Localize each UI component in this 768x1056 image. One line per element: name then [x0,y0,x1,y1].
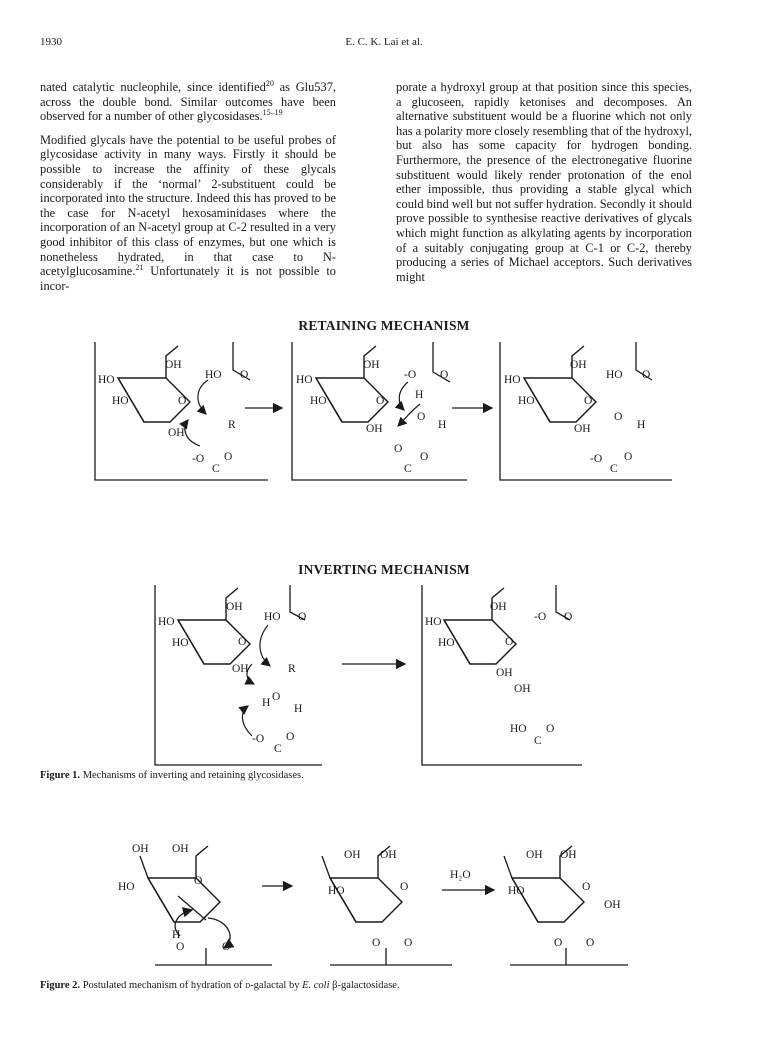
svg-text:OH: OH [366,423,383,435]
svg-text:O: O [176,941,185,953]
svg-text:HO: HO [310,395,327,407]
svg-text:OH: OH [172,843,189,855]
svg-text:OH: OH [560,849,577,861]
svg-text:OH: OH [132,843,149,855]
svg-text:O: O [554,937,563,949]
svg-text:R: R [288,663,296,675]
svg-text:OH: OH [226,601,243,613]
svg-text:OH: OH [344,849,361,861]
svg-text:C: C [212,463,220,475]
svg-text:OH: OH [514,683,531,695]
svg-text:HO: HO [438,637,455,649]
svg-text:H: H [172,929,181,941]
svg-text:OH: OH [490,601,507,613]
svg-text:-O: -O [192,453,205,465]
svg-text:HO: HO [425,616,442,628]
svg-text:O: O [417,411,426,423]
svg-text:-O: -O [590,453,603,465]
svg-text:O: O [564,611,573,623]
svg-text:O: O [505,636,514,648]
svg-text:OH: OH [496,667,513,679]
svg-text:HO: HO [112,395,129,407]
svg-text:OH: OH [604,899,621,911]
svg-text:OH: OH [232,663,249,675]
svg-text:HO: HO [98,374,115,386]
svg-text:C: C [274,743,282,755]
svg-text:C: C [610,463,618,475]
svg-text:O: O [372,937,381,949]
svg-text:O: O [642,369,651,381]
svg-text:HO: HO [296,374,313,386]
svg-text:O: O [240,369,249,381]
svg-text:HO: HO [328,885,345,897]
figure-2-caption: Figure 2. Postulated mechanism of hydration of d-galactal by E. coli β-galactosidase. [40,980,400,991]
svg-text:HO: HO [606,369,623,381]
svg-text:O: O [404,937,413,949]
svg-text:OH: OH [380,849,397,861]
svg-text:O: O [286,731,295,743]
svg-text:OH: OH [165,359,182,371]
svg-text:H: H [294,703,303,715]
svg-text:O: O [222,941,231,953]
svg-text:H: H [415,389,424,401]
svg-text:O: O [394,443,403,455]
paragraph: Modified glycals have the potential to be useful probes of glycosidase activity in many ways. Firstly it should be possible to increase the affinity of these glycals considerably if the ‘normal’ 2-substituent could be incorporated into the structure. Indeed this has proved to be the case for N-acetyl hexosaminidases where the incorporation of an N-acetyl group at C-2 resulted in a very good inhibitor of this class of enzymes, but one which is nonetheless hydrated, in that case to N-acetylglucosamine.$^{21}$ Unfortunately it is not possible to incor- [40,132,336,293]
svg-text:O: O [440,369,449,381]
running-title: E. C. K. Lai et al. [345,36,423,48]
figure-1-caption: Figure 1. Mechanisms of inverting and retaining glycosidases. [40,770,304,781]
svg-text:O: O [178,395,187,407]
svg-text:OH: OH [168,427,185,439]
svg-text:O: O [584,395,593,407]
svg-text:O: O [400,881,409,893]
svg-text:-O: -O [404,369,417,381]
svg-text:O: O [272,691,281,703]
svg-text:OH: OH [363,359,380,371]
svg-text:O: O [614,411,623,423]
svg-text:-O: -O [252,733,265,745]
svg-text:R: R [228,419,236,431]
svg-text:HO: HO [518,395,535,407]
svg-text:OH: OH [526,849,543,861]
svg-text:O: O [546,723,555,735]
svg-text:HO: HO [205,369,222,381]
svg-text:O: O [224,451,233,463]
svg-text:HO: HO [158,616,175,628]
svg-text:C: C [534,735,542,747]
svg-text:-O: -O [534,611,547,623]
svg-text:O: O [420,451,429,463]
svg-text:OH: OH [574,423,591,435]
page-number: 1930 [40,36,62,48]
svg-text:O: O [624,451,633,463]
svg-text:O: O [376,395,385,407]
svg-text:HO: HO [118,881,135,893]
inverting-mechanism-title: INVERTING MECHANISM [298,562,470,577]
svg-text:C: C [404,463,412,475]
paragraph: porate a hydroxyl group at that position since this species, a glucoseen, rapidly ketonises and decomposes. An alternative substituent would be a fluorine which not only has a polarity more closely resembling that of the hydroxyl, but also has some capacity for hydrogen bonding. Furthermore, the presence of the electronegative fluorine substituent would likely render protonation of the enol ether impossible, thus providing a stable glycal which could bind well but not suffer hydration. Secondly it should prove possible to synthesise reactive derivatives of glycals which might function as alkylating agents by incorporation of a suitably conjugating group at C-1 or C-2, thereby producing a series of Michael acceptors. Such derivatives might [396,80,692,284]
svg-text:HO: HO [504,374,521,386]
svg-text:O: O [298,611,307,623]
svg-text:O: O [582,881,591,893]
svg-text:HO: HO [508,885,525,897]
svg-text:HO: HO [264,611,281,623]
figure-2-scheme [118,843,628,965]
svg-text:H: H [637,419,646,431]
svg-text:O: O [238,636,247,648]
svg-text:O: O [194,875,203,887]
retaining-mechanism-title: RETAINING MECHANISM [298,318,470,333]
svg-text:H: H [262,697,271,709]
svg-text:H: H [438,419,447,431]
svg-text:HO: HO [172,637,189,649]
svg-text:H₂O: H₂O [450,869,471,881]
paragraph: nated catalytic nucleophile, since identified$^{20}$ as Glu537, across the double bond. Similar outcomes have been observed for a number of other glycosidases.$^{15-19}$ [40,78,336,124]
svg-text:HO: HO [510,723,527,735]
svg-text:O: O [586,937,595,949]
svg-text:OH: OH [570,359,587,371]
